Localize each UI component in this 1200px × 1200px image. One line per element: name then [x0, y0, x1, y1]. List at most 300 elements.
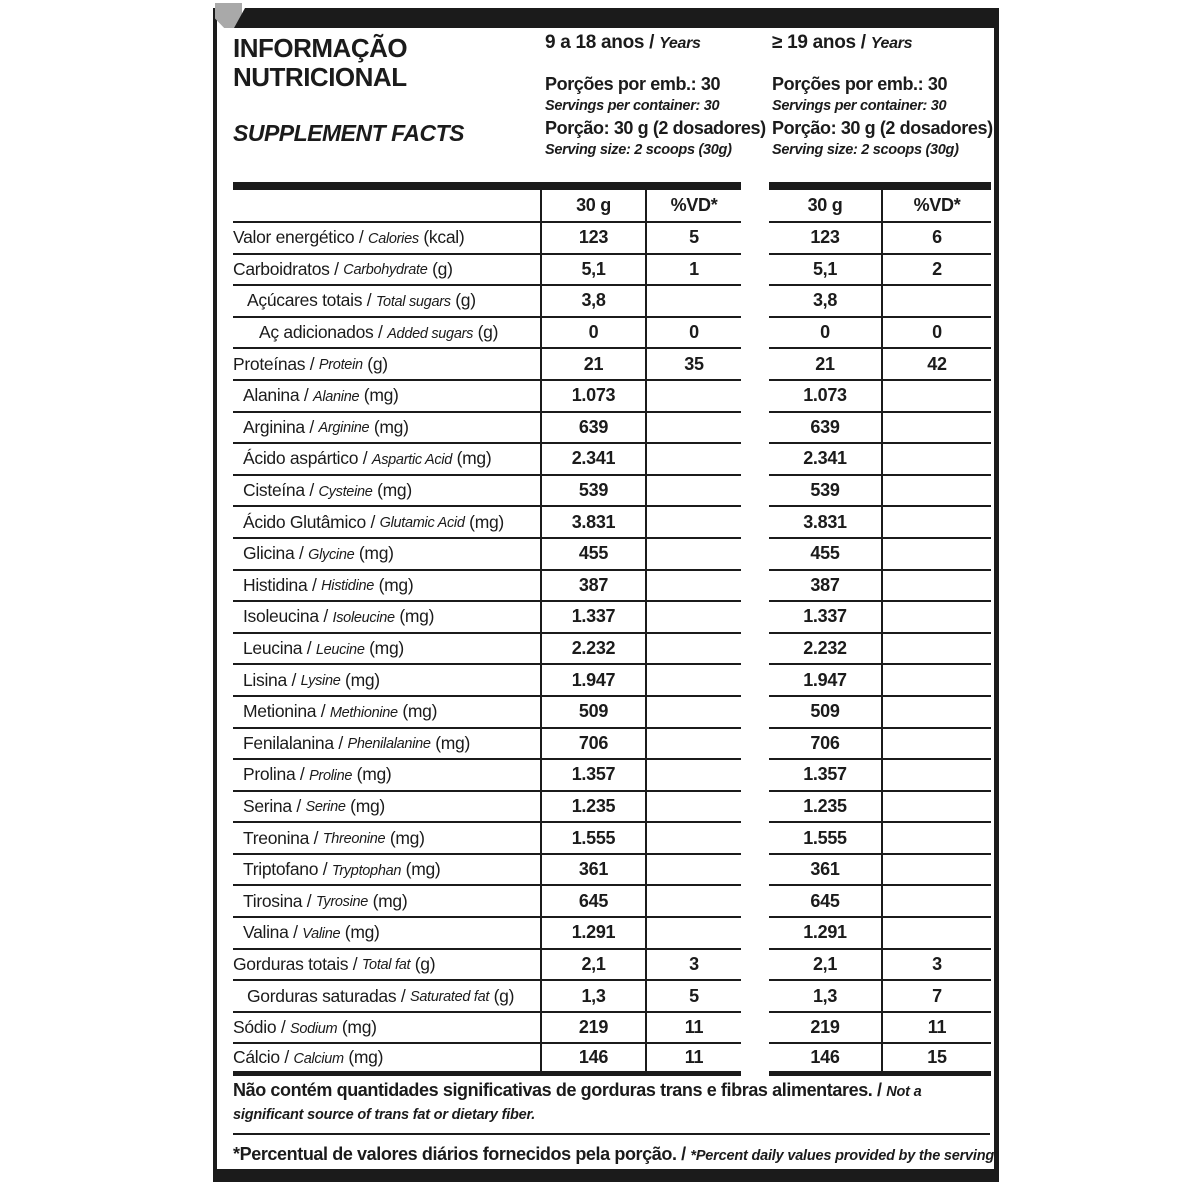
dv-9-18	[645, 476, 741, 508]
column-gap	[741, 381, 769, 413]
row-label-unit: (mg)	[452, 448, 492, 469]
dv-9-18	[645, 381, 741, 413]
dv-19plus	[881, 286, 991, 318]
row-label-unit: (mg)	[368, 890, 408, 911]
dv-9-18	[645, 760, 741, 792]
amount-9-18: 2,1	[540, 950, 645, 982]
amount-9-18: 509	[540, 697, 645, 729]
amount-9-18: 3,8	[540, 286, 645, 318]
row-label	[233, 539, 540, 571]
row-label-separator: /	[295, 764, 310, 785]
row-label-unit: (mg)	[385, 827, 425, 848]
row-label	[233, 792, 540, 824]
column-gap	[741, 223, 769, 255]
column-gap	[741, 792, 769, 824]
row-label-unit: (mg)	[397, 701, 438, 722]
dv-19plus	[881, 634, 991, 666]
row-label-pt: Ácido Glutâmico	[243, 511, 366, 532]
trans-fat-note-pt: Não contém quantidades significativas de gorduras trans e fibras alimentares.	[233, 1080, 873, 1100]
dv-19plus	[881, 602, 991, 634]
row-label	[233, 886, 540, 918]
servings-per-container-en: Servings per container: 30	[545, 98, 720, 114]
row-label-pt: Tirosina	[243, 890, 303, 911]
amount-19plus: 123	[769, 223, 881, 255]
row-label	[233, 571, 540, 603]
row-label-en: Serine	[305, 799, 346, 816]
row-label	[233, 634, 540, 666]
amount-19plus: 3,8	[769, 286, 881, 318]
dv-9-18: 5	[645, 981, 741, 1013]
note-separator: /	[877, 1080, 882, 1100]
serving-size-en: Serving size: 2 scoops (30g)	[772, 142, 959, 158]
amount-9-18: 5,1	[540, 255, 645, 287]
row-label-unit: (mg)	[352, 764, 392, 785]
row-label	[233, 950, 540, 982]
amount-19plus: 455	[769, 539, 881, 571]
dv-9-18	[645, 507, 741, 539]
dv-19plus	[881, 855, 991, 887]
column-gap	[741, 981, 769, 1013]
column-gap	[741, 760, 769, 792]
row-label-separator: /	[304, 416, 319, 437]
row-label-separator: /	[276, 1017, 290, 1038]
row-label-unit: (mg)	[340, 669, 380, 690]
row-label-pt: Triptofano	[243, 859, 319, 880]
row-label	[233, 665, 540, 697]
top-bar-fill	[234, 8, 994, 28]
row-label-pt: Valina	[243, 922, 289, 943]
row-label-unit: (mg)	[359, 385, 399, 406]
row-label-pt: Arginina	[243, 416, 305, 437]
amount-9-18: 539	[540, 476, 645, 508]
row-label-pt: Isoleucina	[243, 606, 319, 627]
row-label-separator: /	[294, 543, 309, 564]
age-separator: /	[860, 32, 866, 53]
col-header-dv-19plus: %VD*	[881, 182, 991, 223]
dv-9-18	[645, 571, 741, 603]
dv-19plus	[881, 823, 991, 855]
dv-9-18	[645, 823, 741, 855]
dv-9-18	[645, 444, 741, 476]
column-gap	[741, 665, 769, 697]
dv-19plus	[881, 729, 991, 761]
amount-9-18: 146	[540, 1044, 645, 1076]
row-label-pt: Cálcio	[233, 1047, 280, 1068]
row-label-unit: (g)	[427, 258, 453, 279]
age-group-1-header	[545, 32, 775, 161]
row-label-separator: /	[316, 701, 330, 722]
dv-19plus	[881, 760, 991, 792]
amount-19plus: 639	[769, 413, 881, 445]
row-label-pt: Glicina	[243, 543, 295, 564]
trans-fat-note	[233, 1080, 990, 1126]
row-label-unit: (mg)	[364, 638, 404, 659]
age-range-2-en: Years	[870, 35, 913, 52]
row-label-separator: /	[318, 859, 332, 880]
dv-9-18	[645, 665, 741, 697]
row-label-en: Glutamic Acid	[379, 515, 465, 532]
serving-size-pt: Porção: 30 g (2 dosadores)	[772, 118, 993, 138]
column-gap	[741, 886, 769, 918]
row-label-en: Aspartic Acid	[371, 451, 453, 468]
row-label-unit: (kcal)	[418, 227, 465, 248]
row-label-en: Threonine	[322, 831, 386, 848]
column-gap	[741, 602, 769, 634]
row-label-unit: (g)	[450, 290, 476, 311]
row-label-separator: /	[305, 353, 319, 374]
amount-19plus: 21	[769, 349, 881, 381]
row-label-en: Calcium	[293, 1050, 344, 1067]
amount-9-18: 639	[540, 413, 645, 445]
row-label	[233, 476, 540, 508]
amount-19plus: 1.235	[769, 792, 881, 824]
row-label-separator: /	[304, 480, 319, 501]
dv-19plus	[881, 571, 991, 603]
row-label-en: Added sugars	[387, 325, 474, 342]
row-label-separator: /	[279, 1047, 294, 1068]
servings-per-container-pt: Porções por emb.: 30	[772, 74, 948, 94]
dv-19plus	[881, 539, 991, 571]
dv-19plus	[881, 413, 991, 445]
row-label-separator: /	[373, 322, 388, 343]
row-label-en: Alanine	[312, 388, 360, 405]
row-label	[233, 255, 540, 287]
amount-9-18: 387	[540, 571, 645, 603]
nutrition-label	[213, 8, 999, 1182]
row-label	[233, 1044, 540, 1076]
servings-per-container-pt: Porções por emb.: 30	[545, 74, 721, 94]
age-group-2-header	[772, 32, 1002, 161]
row-label-unit: (mg)	[369, 416, 409, 437]
row-label-unit: (mg)	[401, 859, 441, 880]
amount-9-18: 2.341	[540, 444, 645, 476]
amount-19plus: 387	[769, 571, 881, 603]
column-gap	[741, 182, 769, 223]
row-label-pt: Serina	[243, 795, 292, 816]
row-label	[233, 981, 540, 1013]
dv-9-18: 5	[645, 223, 741, 255]
row-label-unit: (g)	[489, 985, 515, 1006]
amount-19plus: 2,1	[769, 950, 881, 982]
serving-size-pt: Porção: 30 g (2 dosadores)	[545, 118, 766, 138]
row-label-en: Saturated fat	[409, 989, 490, 1006]
row-label-en: Tyrosine	[315, 894, 369, 911]
amount-9-18: 3.831	[540, 507, 645, 539]
dv-19plus	[881, 381, 991, 413]
row-label-en: Methionine	[329, 704, 398, 721]
daily-value-footnote-pt: *Percentual de valores diários fornecidos pela porção.	[233, 1144, 677, 1164]
row-label-separator: /	[307, 574, 322, 595]
dv-9-18: 35	[645, 349, 741, 381]
amount-19plus: 645	[769, 886, 881, 918]
age-range-2-pt: ≥ 19 anos	[772, 32, 856, 53]
row-label	[233, 823, 540, 855]
amount-19plus: 1.291	[769, 918, 881, 950]
amount-19plus: 706	[769, 729, 881, 761]
row-label-separator: /	[348, 953, 362, 974]
row-label-unit: (g)	[362, 353, 388, 374]
amount-19plus: 5,1	[769, 255, 881, 287]
row-label-pt: Alanina	[243, 385, 300, 406]
row-label-separator: /	[286, 669, 301, 690]
row-label-pt: Ácido aspártico	[243, 448, 359, 469]
dv-19plus	[881, 697, 991, 729]
dv-19plus	[881, 918, 991, 950]
dv-9-18	[645, 602, 741, 634]
row-label-pt: Sódio	[233, 1017, 277, 1038]
row-label-en: Leucine	[315, 641, 365, 658]
top-black-bar	[217, 8, 994, 28]
dv-9-18: 1	[645, 255, 741, 287]
amount-9-18: 219	[540, 1013, 645, 1045]
dv-9-18	[645, 286, 741, 318]
column-gap	[741, 476, 769, 508]
row-label-separator: /	[365, 511, 380, 532]
row-label	[233, 918, 540, 950]
label-title-pt-line2: NUTRICIONAL	[233, 62, 407, 93]
row-label-separator: /	[362, 290, 376, 311]
row-label-pt: Aç adicionados	[259, 322, 374, 343]
row-label-pt: Lisina	[243, 669, 287, 690]
amount-19plus: 509	[769, 697, 881, 729]
table-header-spacer	[233, 182, 540, 223]
row-label	[233, 602, 540, 634]
amount-19plus: 146	[769, 1044, 881, 1076]
dv-9-18	[645, 886, 741, 918]
row-label-separator: /	[396, 985, 410, 1006]
amount-19plus: 539	[769, 476, 881, 508]
row-label-unit: (mg)	[394, 606, 435, 627]
footer-divider	[233, 1133, 990, 1135]
column-gap	[741, 729, 769, 761]
daily-value-footnote	[233, 1144, 998, 1165]
row-label	[233, 855, 540, 887]
dv-9-18: 0	[645, 318, 741, 350]
row-label-pt: Leucina	[243, 638, 303, 659]
row-label	[233, 760, 540, 792]
dv-19plus	[881, 665, 991, 697]
dv-9-18	[645, 855, 741, 887]
label-footer	[233, 1080, 998, 1165]
column-gap	[741, 507, 769, 539]
row-label-separator: /	[309, 827, 323, 848]
dv-9-18	[645, 792, 741, 824]
age-range-1-en: Years	[659, 35, 701, 52]
row-label-en: Tryptophan	[331, 862, 402, 879]
row-label-pt: Gorduras totais	[233, 953, 349, 974]
column-gap	[741, 634, 769, 666]
column-gap	[741, 413, 769, 445]
row-label	[233, 223, 540, 255]
row-label-en: Total fat	[361, 957, 411, 974]
row-label-en: Calories	[368, 230, 419, 247]
dv-19plus: 7	[881, 981, 991, 1013]
amount-9-18: 1.073	[540, 381, 645, 413]
amount-19plus: 1.073	[769, 381, 881, 413]
column-gap	[741, 571, 769, 603]
dv-9-18	[645, 413, 741, 445]
row-label	[233, 507, 540, 539]
row-label-unit: (mg)	[340, 922, 380, 943]
row-label	[233, 729, 540, 761]
row-label-unit: (mg)	[343, 1047, 384, 1068]
amount-19plus: 1.555	[769, 823, 881, 855]
label-title-pt-line1: INFORMAÇÃO	[233, 33, 408, 63]
row-label-en: Histidine	[321, 578, 375, 595]
row-label	[233, 1013, 540, 1045]
col-header-dv-9-18: %VD*	[645, 182, 741, 223]
row-label-separator: /	[291, 795, 306, 816]
dv-19plus: 6	[881, 223, 991, 255]
row-label-pt: Proteínas	[233, 353, 306, 374]
amount-9-18: 645	[540, 886, 645, 918]
row-label-unit: (mg)	[372, 480, 412, 501]
row-label	[233, 413, 540, 445]
row-label-en: Valine	[302, 925, 341, 942]
age-separator: /	[649, 32, 655, 53]
column-gap	[741, 1044, 769, 1076]
row-label-en: Isoleucine	[332, 609, 395, 626]
column-gap	[741, 855, 769, 887]
row-label-en: Proline	[309, 767, 353, 784]
amount-9-18: 0	[540, 318, 645, 350]
row-label-separator: /	[358, 448, 372, 469]
amount-9-18: 1.357	[540, 760, 645, 792]
row-label-pt: Gorduras saturadas	[247, 985, 397, 1006]
dv-9-18	[645, 634, 741, 666]
row-label-pt: Histidina	[243, 574, 308, 595]
row-label-pt: Carboidratos	[233, 258, 330, 279]
col-header-amount-9-18: 30 g	[540, 182, 645, 223]
dv-19plus	[881, 886, 991, 918]
row-label-unit: (mg)	[337, 1017, 377, 1038]
row-label-separator: /	[299, 385, 313, 406]
trans-fat-note-en: Not a significant source of trans fat or dietary fiber.	[233, 1084, 922, 1123]
row-label-separator: /	[288, 922, 303, 943]
row-label-pt: Cisteína	[243, 480, 305, 501]
amount-9-18: 1.235	[540, 792, 645, 824]
column-gap	[741, 444, 769, 476]
column-gap	[741, 255, 769, 287]
dv-9-18	[645, 539, 741, 571]
amount-9-18: 455	[540, 539, 645, 571]
amount-9-18: 361	[540, 855, 645, 887]
row-label	[233, 444, 540, 476]
amount-19plus: 3.831	[769, 507, 881, 539]
row-label-unit: (mg)	[464, 511, 504, 532]
dv-9-18: 11	[645, 1013, 741, 1045]
row-label-en: Phenilalanine	[347, 736, 431, 753]
amount-19plus: 1.947	[769, 665, 881, 697]
row-label-unit: (mg)	[354, 543, 394, 564]
dv-19plus: 3	[881, 950, 991, 982]
amount-9-18: 2.232	[540, 634, 645, 666]
column-gap	[741, 349, 769, 381]
row-label	[233, 349, 540, 381]
amount-19plus: 0	[769, 318, 881, 350]
row-label-en: Carbohydrate	[343, 262, 428, 279]
dv-9-18	[645, 697, 741, 729]
amount-19plus: 361	[769, 855, 881, 887]
row-label	[233, 381, 540, 413]
dv-19plus: 42	[881, 349, 991, 381]
label-title-en: SUPPLEMENT FACTS	[233, 120, 464, 146]
footnote-separator: /	[681, 1144, 686, 1164]
row-label-en: Protein	[318, 357, 363, 374]
age-range-1-pt: 9 a 18 anos	[545, 32, 645, 53]
age-range-1	[545, 32, 775, 54]
column-gap	[741, 318, 769, 350]
label-title-pt	[233, 34, 407, 92]
dv-9-18: 11	[645, 1044, 741, 1076]
serving-size-en: Serving size: 2 scoops (30g)	[545, 142, 732, 158]
dv-19plus	[881, 792, 991, 824]
column-gap	[741, 286, 769, 318]
row-label-unit: (mg)	[374, 574, 414, 595]
amount-9-18: 706	[540, 729, 645, 761]
row-label-separator: /	[333, 732, 348, 753]
row-label-unit: (mg)	[430, 732, 470, 753]
row-label-en: Arginine	[318, 420, 370, 437]
row-label-unit: (g)	[410, 953, 436, 974]
amount-9-18: 1,3	[540, 981, 645, 1013]
row-label	[233, 318, 540, 350]
dv-19plus	[881, 444, 991, 476]
row-label-en: Sodium	[289, 1020, 338, 1037]
amount-9-18: 1.291	[540, 918, 645, 950]
amount-9-18: 1.555	[540, 823, 645, 855]
row-label-pt: Metionina	[243, 701, 317, 722]
row-label-pt: Fenilalanina	[243, 732, 334, 753]
row-label-unit: (g)	[473, 322, 499, 343]
dv-19plus: 11	[881, 1013, 991, 1045]
row-label-separator: /	[302, 890, 316, 911]
facts-table	[233, 182, 991, 1076]
dv-19plus: 15	[881, 1044, 991, 1076]
row-label-en: Lysine	[300, 673, 341, 690]
column-gap	[741, 697, 769, 729]
dv-19plus: 2	[881, 255, 991, 287]
servings-per-container-en: Servings per container: 30	[772, 98, 947, 114]
amount-9-18: 21	[540, 349, 645, 381]
row-label-unit: (mg)	[345, 795, 385, 816]
row-label-separator: /	[329, 258, 344, 279]
row-label-en: Cysteine	[318, 483, 373, 500]
row-label-pt: Açúcares totais	[247, 290, 363, 311]
dv-19plus: 0	[881, 318, 991, 350]
column-gap	[741, 950, 769, 982]
amount-9-18: 1.337	[540, 602, 645, 634]
dv-9-18: 3	[645, 950, 741, 982]
column-gap	[741, 823, 769, 855]
row-label	[233, 697, 540, 729]
amount-9-18: 1.947	[540, 665, 645, 697]
col-header-amount-19plus: 30 g	[769, 182, 881, 223]
amount-9-18: 123	[540, 223, 645, 255]
amount-19plus: 1,3	[769, 981, 881, 1013]
amount-19plus: 219	[769, 1013, 881, 1045]
row-label-pt: Prolina	[243, 764, 296, 785]
row-label-en: Total sugars	[375, 293, 451, 310]
row-label	[233, 286, 540, 318]
row-label-pt: Valor energético	[233, 227, 355, 248]
column-gap	[741, 1013, 769, 1045]
amount-19plus: 1.357	[769, 760, 881, 792]
row-label-separator: /	[354, 227, 369, 248]
row-label-separator: /	[302, 638, 316, 659]
row-label-pt: Treonina	[243, 827, 310, 848]
dv-9-18	[645, 918, 741, 950]
